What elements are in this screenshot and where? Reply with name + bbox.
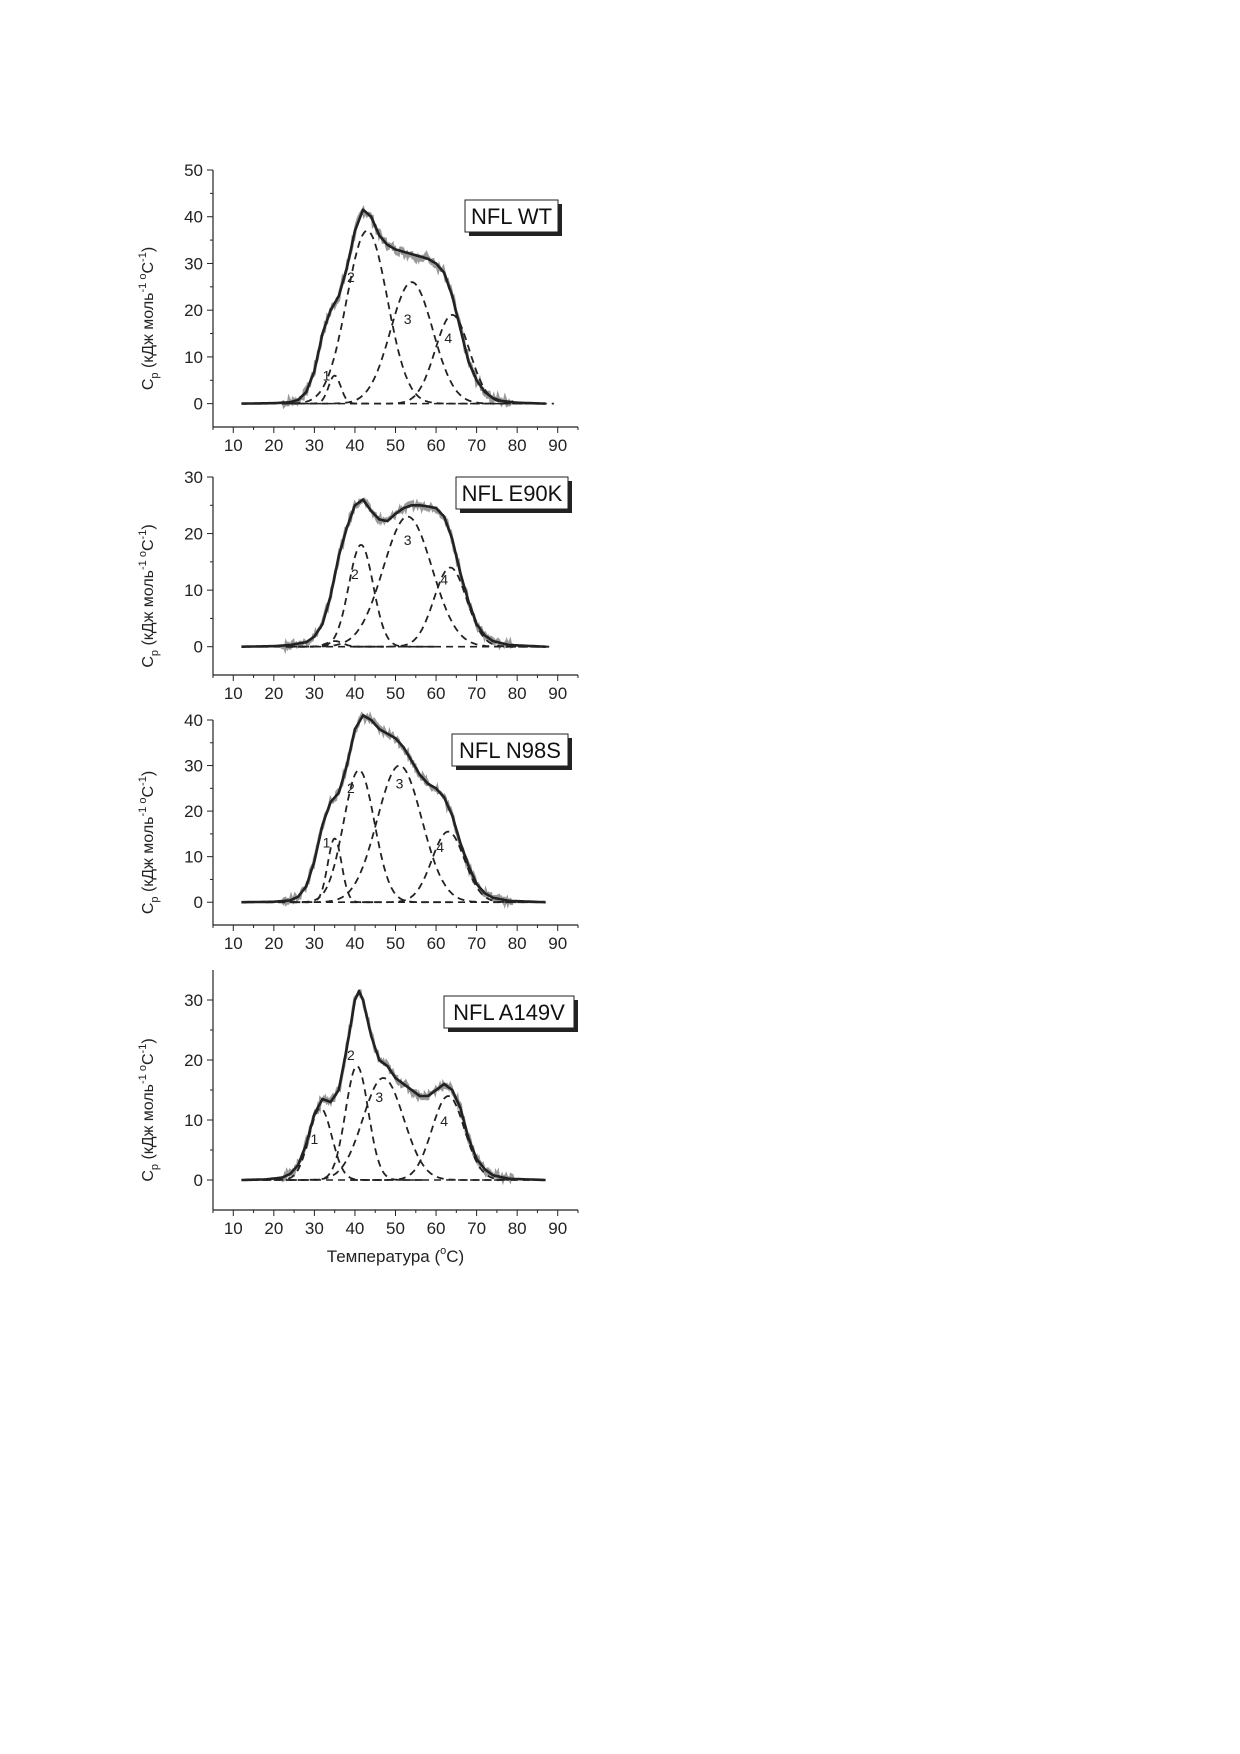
peak-label: 2 [346, 269, 355, 286]
x-tick-label: 10 [223, 934, 243, 953]
x-tick-label: 80 [507, 684, 527, 703]
y-axis-title: $C_p$ (кДж моль$^{-1}$ $oC^{-1}$) [137, 246, 161, 391]
x-tick-label: 90 [548, 436, 568, 455]
panel-2 [137, 711, 578, 953]
x-tick-label: 30 [304, 934, 324, 953]
component-1 [298, 376, 371, 404]
x-tick-label: 20 [264, 934, 284, 953]
x-tick-label: 90 [548, 934, 568, 953]
component-2 [245, 231, 488, 404]
y-tick-label: 30 [184, 254, 203, 274]
y-axis-title: $C_p$ (кДж моль$^{-1}$ $oC^{-1}$) [137, 524, 161, 668]
x-tick-label: 20 [264, 436, 284, 455]
peak-label: 3 [403, 311, 412, 328]
x-tick-label: 70 [467, 436, 487, 455]
x-tick-label: 30 [304, 684, 324, 703]
x-axis-title: Температура ($^o$C) [326, 1245, 465, 1266]
y-tick-label: 10 [184, 847, 203, 867]
x-tick-label: 50 [386, 934, 405, 953]
peak-label: 3 [375, 1089, 384, 1105]
peak-label: 2 [351, 565, 359, 582]
peak-label: 2 [346, 779, 355, 796]
x-tick-label: 70 [467, 684, 487, 703]
x-tick-label: 60 [426, 684, 446, 703]
y-tick-label: 50 [184, 161, 203, 180]
peak-label: 1 [322, 367, 331, 384]
y-tick-label: 30 [184, 756, 203, 776]
x-tick-label: 50 [386, 436, 405, 455]
x-tick-label: 20 [264, 684, 284, 703]
component-3 [285, 282, 537, 403]
x-tick-label: 70 [467, 1219, 487, 1238]
x-tick-label: 40 [345, 934, 365, 953]
peak-label: 1 [310, 1131, 319, 1147]
x-tick-label: 20 [264, 1219, 284, 1238]
y-tick-label: 20 [184, 301, 203, 321]
peak-label: 1 [322, 834, 331, 851]
x-tick-label: 30 [304, 1219, 324, 1238]
y-axis-title: $C_p$ (кДж моль$^{-1}$ $oC^{-1}$) [137, 1038, 161, 1182]
x-tick-label: 80 [507, 934, 527, 953]
x-tick-label: 40 [345, 1219, 365, 1238]
y-tick-label: 0 [193, 394, 203, 414]
y-tick-label: 30 [184, 468, 203, 487]
legend-label: NFL WT [470, 204, 553, 229]
x-tick-label: 50 [386, 1219, 405, 1238]
component-1 [293, 839, 375, 903]
peak-label: 3 [395, 775, 404, 792]
panel-0 [137, 161, 578, 455]
component-4 [351, 832, 546, 903]
y-tick-label: 40 [184, 711, 203, 730]
panel-1 [137, 468, 578, 703]
y-tick-label: 40 [184, 207, 203, 227]
peak-label: 4 [444, 329, 453, 346]
x-tick-label: 60 [426, 934, 446, 953]
x-tick-label: 60 [426, 1219, 446, 1238]
y-tick-label: 20 [184, 524, 203, 544]
legend-label: NFL N98S [459, 738, 561, 763]
component-1 [252, 1108, 388, 1180]
y-tick-label: 0 [193, 893, 203, 913]
x-tick-label: 50 [386, 684, 405, 703]
y-axis-title: $C_p$ (кДж моль$^{-1}$ $oC^{-1}$) [137, 770, 161, 915]
x-tick-label: 30 [304, 436, 324, 455]
y-tick-label: 0 [193, 637, 203, 657]
legend-label: NFL A149V [453, 1000, 565, 1025]
peak-label: 4 [440, 1113, 449, 1129]
legend-label: NFL E90K [461, 481, 563, 506]
x-tick-label: 60 [426, 436, 446, 455]
x-tick-label: 10 [223, 1219, 243, 1238]
component-4 [351, 1096, 546, 1180]
panel-3 [137, 970, 578, 1266]
x-tick-label: 40 [345, 436, 365, 455]
x-tick-label: 10 [223, 684, 243, 703]
x-tick-label: 90 [548, 1219, 568, 1238]
fit-curve [241, 210, 545, 404]
y-tick-label: 20 [184, 1051, 203, 1070]
y-tick-label: 10 [184, 347, 203, 367]
fit-curve [241, 500, 545, 647]
x-tick-label: 10 [223, 436, 243, 455]
y-tick-label: 30 [184, 991, 203, 1010]
x-tick-label: 80 [507, 1219, 527, 1238]
x-tick-label: 40 [345, 684, 365, 703]
y-tick-label: 20 [184, 802, 203, 822]
component-2 [267, 770, 452, 902]
component-2 [288, 545, 434, 647]
y-tick-label: 0 [193, 1171, 203, 1190]
x-tick-label: 90 [548, 684, 568, 703]
y-tick-label: 10 [184, 581, 203, 601]
component-4 [350, 315, 554, 404]
component-4 [351, 565, 548, 647]
x-tick-label: 80 [507, 436, 527, 455]
peak-label: 3 [403, 531, 412, 548]
peak-label: 2 [346, 1047, 355, 1063]
x-tick-label: 70 [467, 934, 487, 953]
peak-label: 4 [440, 571, 449, 588]
y-tick-label: 10 [184, 1111, 203, 1130]
peak-label: 4 [436, 839, 445, 856]
